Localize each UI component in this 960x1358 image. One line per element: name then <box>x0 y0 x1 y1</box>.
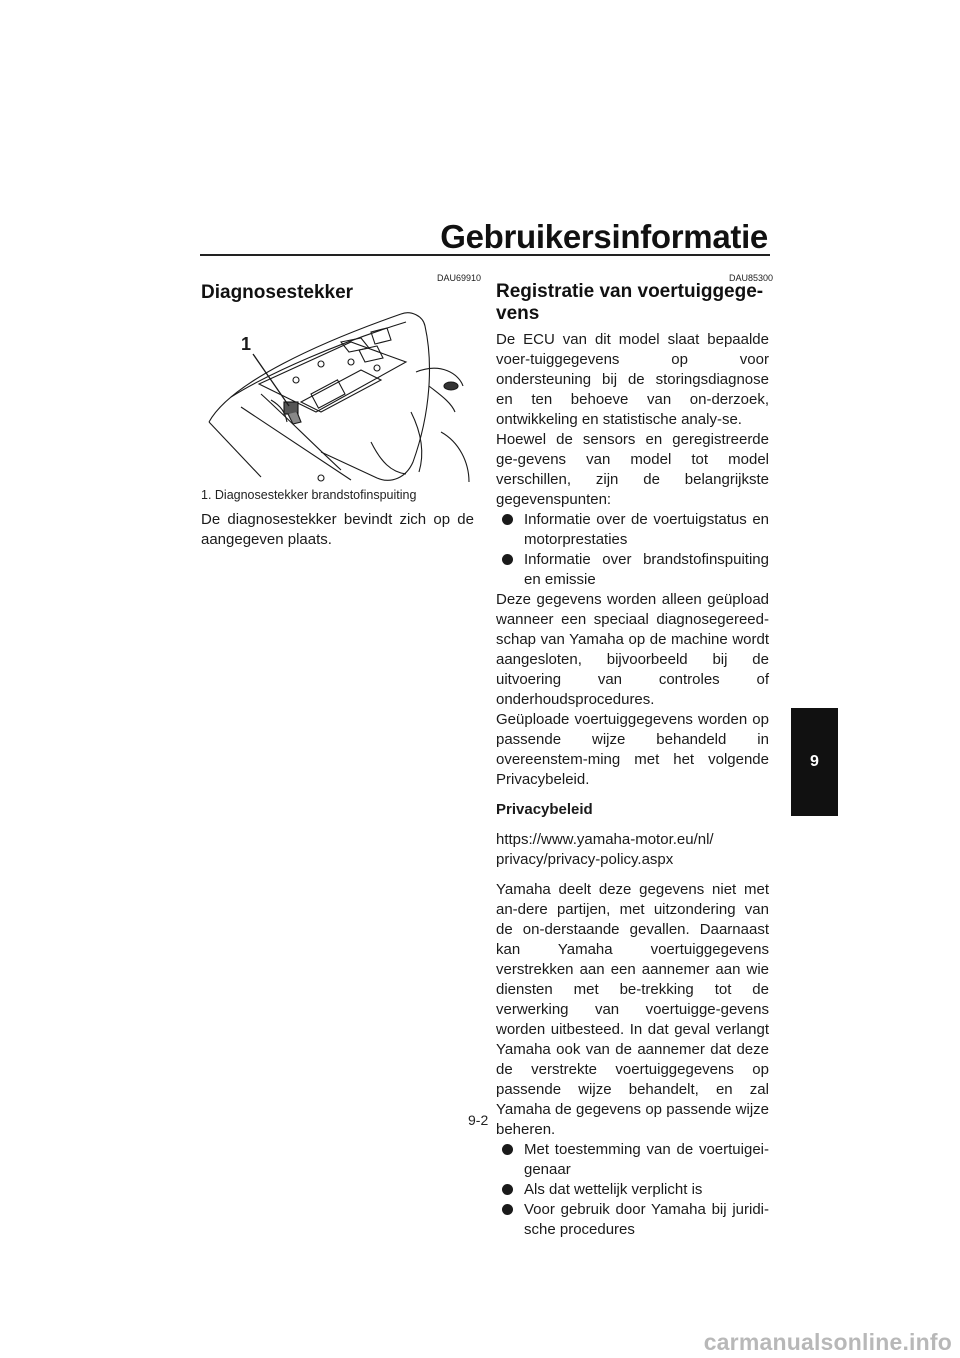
watermark: carmanualsonline.info <box>703 1329 952 1355</box>
section-heading-registratie: Registratie van voertuiggege-vens <box>496 281 764 324</box>
list-item: Voor gebruik door Yamaha bij juridi-sche procedures <box>524 1200 769 1240</box>
page-number: 9-2 <box>468 1112 489 1128</box>
bullet-icon <box>502 554 513 565</box>
chapter-tab: 9 <box>791 708 838 816</box>
bullet-icon <box>502 514 513 525</box>
registratie-content <box>496 330 769 1240</box>
paragraph-privacy-ref: Geüploade voertuiggegevens worden op passende wijze behandeld in overeenstem-ming met het volgende Privacybeleid. <box>496 711 769 788</box>
diagnosestekker-body: De diagnosestekker bevindt zich op de aangegeven plaats. <box>201 511 474 548</box>
bullet-icon <box>502 1204 513 1215</box>
paragraph-ecu: De ECU van dit model slaat bepaalde voer-tuiggegevens op voor ondersteuning bij de storingsdiagnose en ten behoeve van on-derzoek, ontwikkeling en statistische analy-se. <box>496 331 769 428</box>
exceptions-list <box>496 1140 769 1240</box>
data-points-list <box>496 510 769 590</box>
bullet-icon <box>502 1144 513 1155</box>
section-heading-diagnosestekker: Diagnosestekker <box>201 282 354 303</box>
list-item: Als dat wettelijk verplicht is <box>524 1180 769 1200</box>
privacy-heading: Privacybeleid <box>496 801 593 818</box>
paragraph-sharing: Yamaha deelt deze gegevens niet met an-dere partijen, met uitzondering van de on-derstaande gevallen. Daarnaast kan Yamaha voertuiggegevens verstrekken aan een aannemer aan wie diensten met be-trekking tot de verwerking van voertuigge-gevens worden uitbesteed. In dat geval verlangt Yamaha ook van de aannemer dat deze de verstrekte voertuiggegevens op passende wijze behandelt, en zal Yamaha de gegevens op passende wijze beheren. <box>496 881 769 1138</box>
section-code-left: DAU69910 <box>437 273 482 283</box>
figure-caption: 1. Diagnosestekker brandstofinspuiting <box>201 488 417 502</box>
paragraph-upload: Deze gegevens worden alleen geüpload wanneer een speciaal diagnosegereed-schap van Yamaha op de machine wordt aangesloten, bijvoorbeeld bij de uitvoering van controles of onderhoudsprocedures. <box>496 591 769 708</box>
title-divider <box>200 254 770 256</box>
list-item: Met toestemming van de voertuigei-genaar <box>524 1140 769 1180</box>
diagnostic-connector-illustration <box>201 302 474 482</box>
paragraph-sensors: Hoewel de sensors en geregistreerde ge-gevens van model tot model verschillen, zijn de belangrijkste gegevenspunten: <box>496 431 769 508</box>
section-code-right: DAU85300 <box>729 273 774 283</box>
list-item: Informatie over brandstofinspuiting en emissie <box>524 550 769 590</box>
privacy-url[interactable]: https://www.yamaha-motor.eu/nl/ privacy/privacy-policy.aspx <box>496 831 714 868</box>
page-title: Gebruikersinformatie <box>440 218 768 255</box>
bullet-icon <box>502 1184 513 1195</box>
figure-callout-number: 1 <box>241 334 252 354</box>
list-item: Informatie over de voertuigstatus en motorprestaties <box>524 510 769 550</box>
